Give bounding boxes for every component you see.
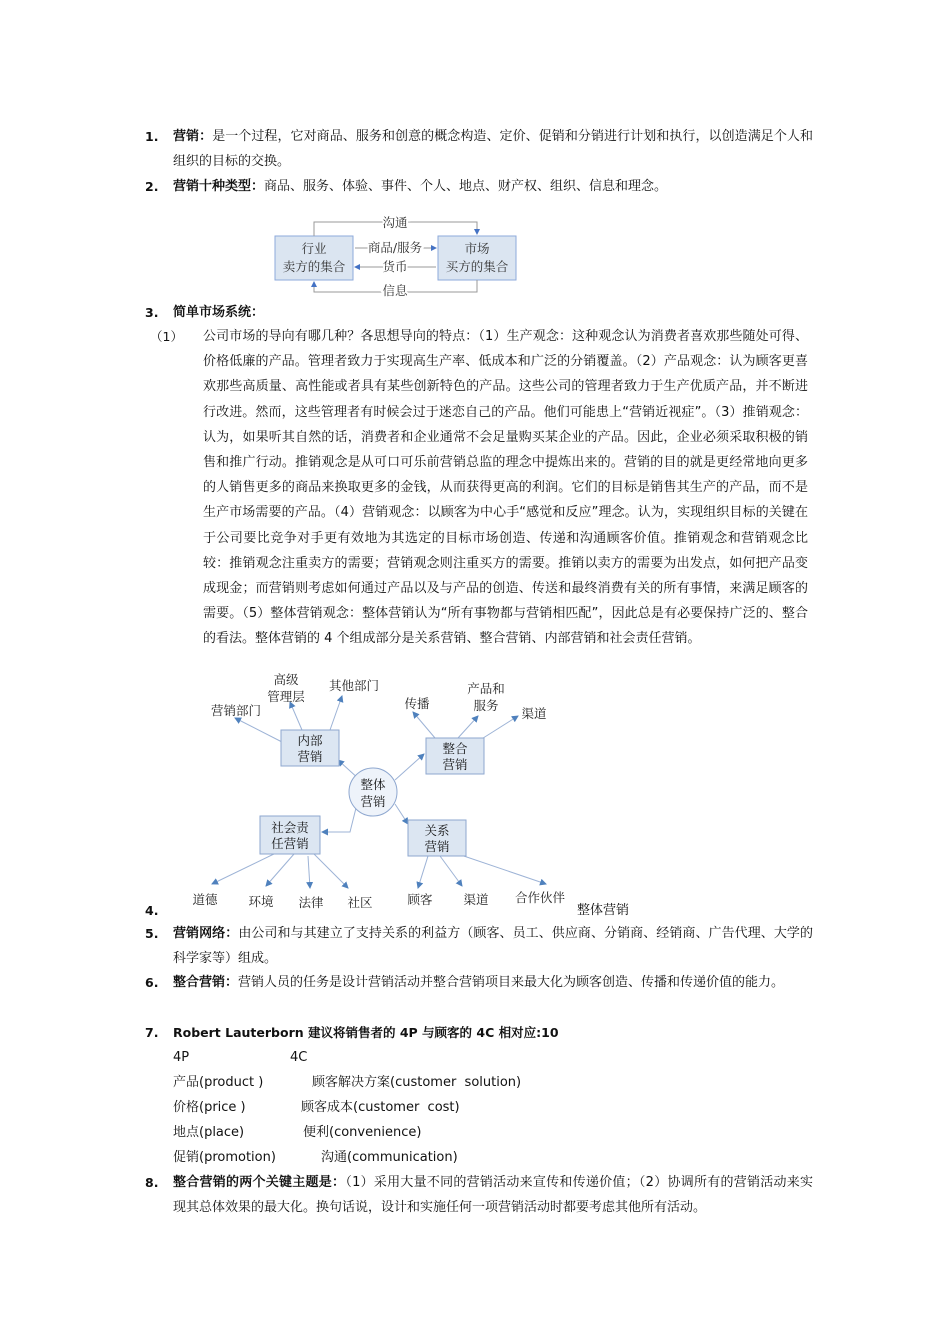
leaf-communication: 传播 bbox=[404, 696, 430, 711]
item-title: Robert Lauterborn 建议将销售者的 4P 与顾客的 4C 相对应:10 bbox=[173, 1025, 559, 1040]
market-box-label: 市场 bbox=[464, 241, 490, 256]
relationship-box-label-1: 关系 bbox=[424, 823, 450, 838]
item-title: 整合营销的两个关键主题是： bbox=[173, 1175, 346, 1190]
item-body: 商品、服务、体验、事件、个人、地点、财产权、组织、信息和理念。 bbox=[264, 179, 668, 194]
item-number: 4. bbox=[145, 903, 159, 918]
item-number: 5. bbox=[145, 926, 159, 941]
item-title: 整合营销： bbox=[173, 975, 239, 990]
item-number: 1. bbox=[145, 129, 159, 144]
integrated-box-label-1: 整合 bbox=[442, 741, 468, 756]
flow-label-communication: 沟通 bbox=[382, 215, 408, 230]
item-title: 营销网络： bbox=[173, 926, 239, 941]
item-title: 简单市场系统： bbox=[173, 305, 265, 320]
sub-item-number: （1） bbox=[150, 329, 183, 344]
industry-box-label: 行业 bbox=[301, 241, 327, 256]
table-row-4p: 产品(product ) bbox=[173, 1075, 264, 1090]
leaf-senior-mgmt-2: 管理层 bbox=[267, 689, 305, 704]
flow-label-money: 货币 bbox=[382, 259, 408, 274]
leaf-customers: 顾客 bbox=[407, 892, 433, 907]
leaf-marketing-dept: 营销部门 bbox=[210, 703, 262, 718]
item-body: 由公司和与其建立了支持关系的利益方（顾客、员工、供应商、分销商、经销商、广告代理、大学的科学家等）组成。 bbox=[173, 926, 813, 966]
leaf-other-depts: 其他部门 bbox=[328, 678, 380, 693]
item-number: 8. bbox=[145, 1175, 159, 1190]
simple-market-system-diagram bbox=[270, 210, 530, 302]
leaf-law: 法律 bbox=[298, 895, 324, 910]
leaf-products-1: 产品和 bbox=[467, 681, 505, 696]
item-2-text bbox=[173, 174, 813, 199]
social-box-label-2: 任营销 bbox=[271, 836, 309, 851]
leaf-ethics: 道德 bbox=[192, 892, 218, 907]
holistic-marketing-diagram bbox=[190, 672, 580, 912]
leaf-channels-rel: 渠道 bbox=[463, 892, 489, 907]
table-row-4p: 地点(place) bbox=[173, 1125, 245, 1140]
leaf-senior-mgmt-1: 高级 bbox=[273, 672, 299, 687]
sub-item-text: 公司市场的导向有哪几种？各思想导向的特点：（1）生产观念：这种观念认为消费者喜欢那些随处可得、价格低廉的产品。管理者致力于实现高生产率、低成本和广泛的分销覆盖。（2）产品观念：认为顾客更喜欢那些高质量、高性能或者具有某些创新特色的产品。这些公司的管理者致力于生产优质产品，并不断进行改进。然而，这些管理者有时候会过于迷恋自己的产品。他们可能患上“营销近视症”。（3）推销观念：认为，如果听其自然的话，消费者和企业通常不会足量购买某企业的产品。因此，企业必须采取积极的销售和推广行动。推销观念是从可口可乐前营销总监的理念中提炼出来的。营销的目的就是更经常地向更多的人销售更多的商品来换取更多的金钱，从而获得更高的利润。它们的目标是销售其生产的产品，而不是生产市场需要的产品。（4）营销观念：以顾客为中心手“感觉和反应”理念。认为，实现组织目标的关键在于公司要比竞争对手更有效地为其选定的目标市场创造、传递和沟通顾客价值。推销观念和营销观念比较：推销观念注重卖方的需要；营销观念则注重买方的需要。推销以卖方的需要为出发点，如何把产品变成现金；而营销则考虑如何通过产品以及与产品的创造、传送和最终消费有关的所有事情，来满足顾客的需要。（5）整体营销观念：整体营销认为“所有事物都与营销相匹配”，因此总是有必要保持广泛的、整合的看法。整体营销的 4 个组成部分是关系营销、整合营销、内部营销和社会责任营销。 bbox=[203, 329, 808, 647]
table-row-4c: 沟通(communication) bbox=[321, 1150, 458, 1165]
table-header-4c: 4C bbox=[290, 1050, 308, 1065]
item-title: 营销十种类型： bbox=[173, 179, 265, 194]
industry-box-sublabel: 卖方的集合 bbox=[282, 259, 346, 274]
table-row-4p: 价格(price ) bbox=[173, 1100, 246, 1115]
item-body: （1）采用大量不同的营销活动来宣传和传递价值；（2）协调所有的营销活动来实现其总体效果的最大化。换句话说，设计和实施任何一项营销活动时都要考虑其他所有活动。 bbox=[173, 1175, 813, 1215]
table-row-4p: 促销(promotion) bbox=[173, 1150, 276, 1165]
item-number: 3. bbox=[145, 305, 159, 320]
item-number: 2. bbox=[145, 179, 159, 194]
leaf-partners: 合作伙伴 bbox=[514, 890, 566, 905]
center-label-1: 整体 bbox=[360, 777, 386, 792]
leaf-community: 社区 bbox=[347, 895, 373, 910]
table-row-4c: 便利(convenience) bbox=[303, 1125, 422, 1140]
item-body: 营销人员的任务是设计营销活动并整合营销项目来最大化为顾客创造、传播和传递价值的能力。 bbox=[238, 975, 785, 990]
item-number: 6. bbox=[145, 975, 159, 990]
relationship-box-label-2: 营销 bbox=[424, 839, 450, 854]
internal-box-label-2: 营销 bbox=[297, 749, 323, 764]
item-6-text bbox=[173, 970, 813, 995]
leaf-channels: 渠道 bbox=[521, 706, 547, 721]
table-row-4c: 顾客解决方案(customer solution) bbox=[312, 1075, 522, 1090]
item-3-text bbox=[173, 300, 813, 325]
center-label-2: 营销 bbox=[360, 794, 386, 809]
item-5-text bbox=[173, 921, 813, 971]
integrated-box-label-2: 营销 bbox=[442, 757, 468, 772]
item-number: 7. bbox=[145, 1025, 159, 1040]
table-header-4p: 4P bbox=[173, 1050, 190, 1065]
item-body: 是一个过程，它对商品、服务和创意的概念构造、定价、促销和分销进行计划和执行，以创造满足个人和组织的目标的交换。 bbox=[173, 129, 813, 169]
item-1-text bbox=[173, 124, 813, 174]
market-box-sublabel: 买方的集合 bbox=[445, 259, 509, 274]
table-row-4c: 顾客成本(customer cost) bbox=[301, 1100, 460, 1115]
flow-label-information: 信息 bbox=[382, 283, 408, 298]
item-8-text bbox=[173, 1170, 813, 1220]
internal-box-label-1: 内部 bbox=[297, 733, 323, 748]
item-title: 营销： bbox=[173, 129, 213, 144]
figure-caption: 整体营销 bbox=[577, 903, 630, 918]
flow-label-goods: 商品/服务 bbox=[367, 240, 423, 255]
item-7-text bbox=[173, 1020, 813, 1045]
leaf-environment: 环境 bbox=[248, 894, 274, 909]
leaf-products-2: 服务 bbox=[473, 698, 499, 713]
social-box-label-1: 社会责 bbox=[271, 820, 309, 835]
